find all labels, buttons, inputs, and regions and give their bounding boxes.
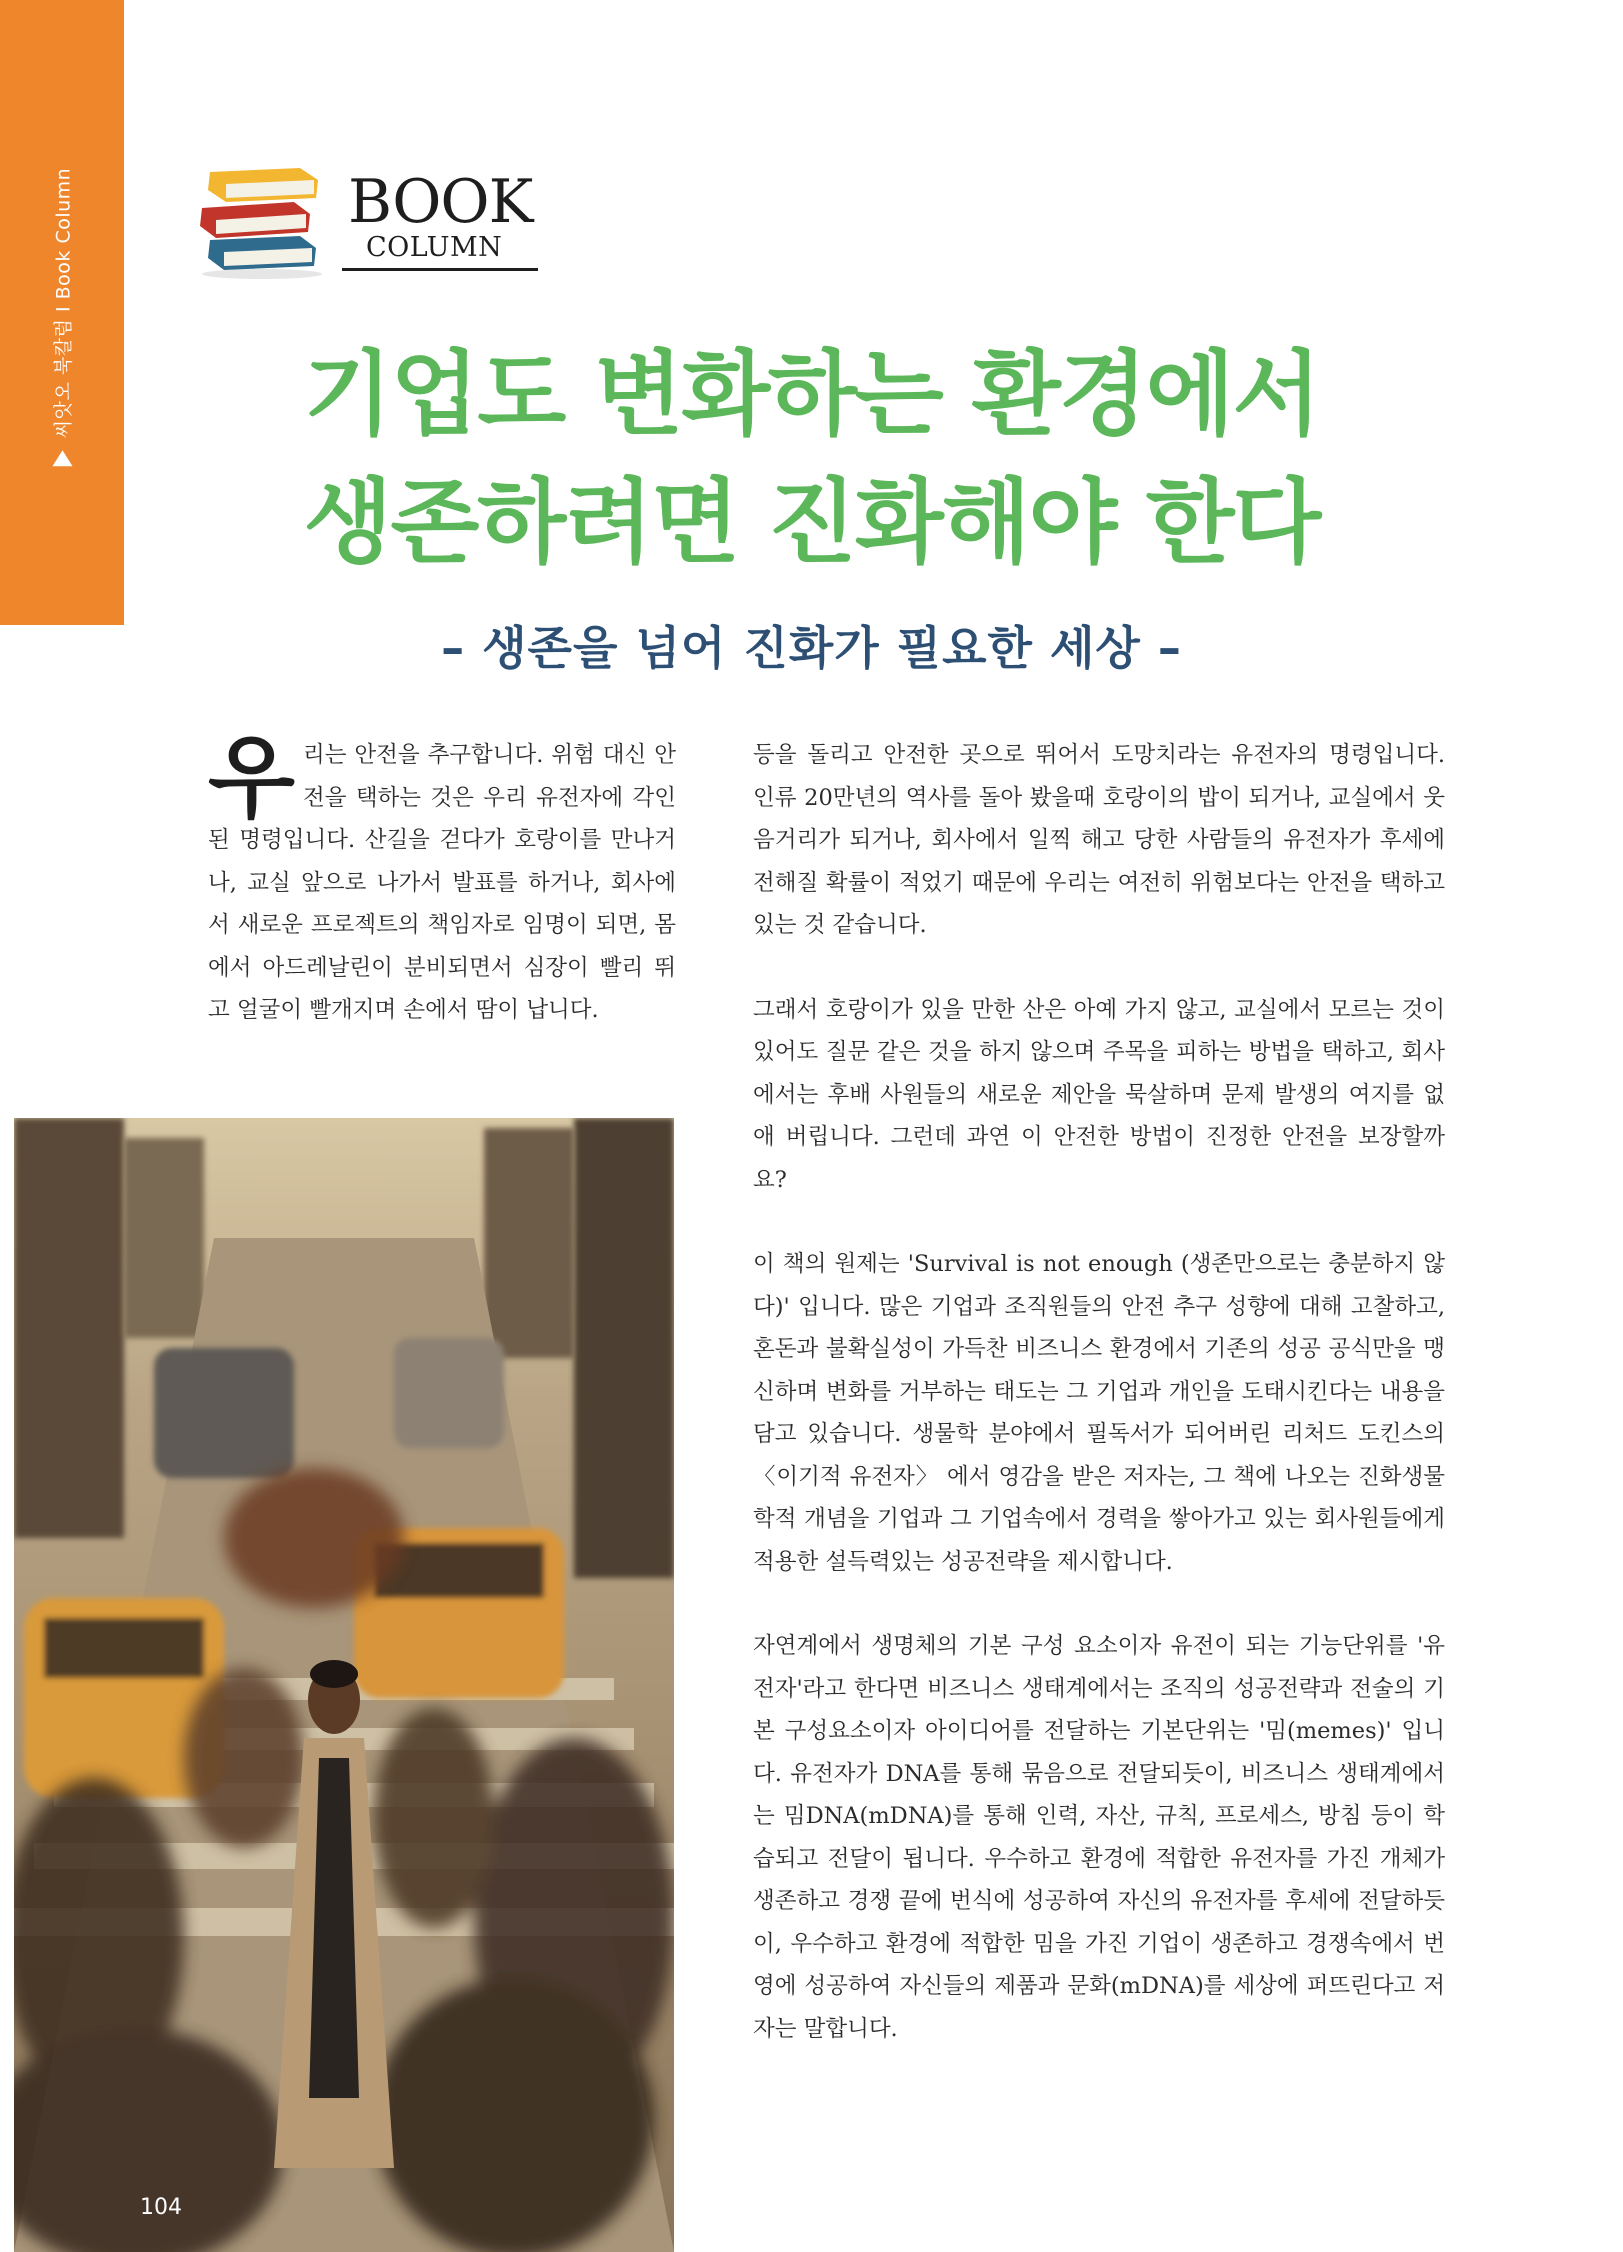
body-paragraph: 등을 돌리고 안전한 곳으로 뛰어서 도망치라는 유전자의 명령입니다. 인류 20만년의 역사를 돌아 봤을때 호랑이의 밥이 되거나, 교실에서 웃음거리가 되거나, 회사에서 일찍 해고 당한 사람들의 유전자가 후세에 전해질 확률이 적었기 때문에 우리는 여전히 위험보다는 안전을 택하고 있는 것 같습니다. bbox=[753, 742, 1445, 938]
column-divider bbox=[342, 268, 538, 271]
intro-paragraph bbox=[208, 725, 676, 1032]
body-paragraph: 그래서 호랑이가 있을 만한 산은 아예 가지 않고, 교실에서 모르는 것이 있어도 질문 같은 것을 하지 않으며 주목을 피하는 방법을 택하고, 회사에서는 후배 사원들의 새로운 제안을 묵살하며 문제 발생의 여지를 없애 버립니다. 그런데 과연 이 안전한 방법이 진정한 안전을 보장할까요? bbox=[753, 996, 1445, 1193]
mountain-icon bbox=[52, 450, 72, 466]
headline-line-1: 기업도 변화하는 환경에서 bbox=[303, 341, 1320, 448]
body-column bbox=[753, 734, 1445, 2092]
body-paragraph: 이 책의 원제는 'Survival is not enough (생존만으로는 충분하지 않다)' 입니다. 많은 기업과 조직원들의 안전 추구 성향에 대해 고찰하고, 혼돈과 불확실성이 가득찬 비즈니스 환경에서 기존의 성공 공식만을 맹신하며 변화를 거부하는 태도는 그 기업과 개인을 도태시킨다는 내용을 담고 있습니다. 생물학 분야에서 필독서가 되어버린 리처드 도킨스의 〈이기적 유전자〉 에서 영감을 받은 저자는, 그 책에 나오는 진화생물학적 개념을 기업과 그 기업속에서 경력을 쌓아가고 있는 회사원들에게 적용한 설득력있는 성공전략을 제시합니다. bbox=[753, 1251, 1445, 1575]
column-title: BOOK bbox=[348, 167, 533, 237]
headline-line-2: 생존하려면 진화해야 한다 bbox=[303, 469, 1320, 576]
body-paragraph: 자연계에서 생명체의 기본 구성 요소이자 유전이 되는 기능단위를 '유전자'라고 한다면 비즈니스 생태계에서는 조직의 성공전략과 전술의 기본 구성요소이자 아이디어를 전달하는 기본단위는 '밈(memes)' 입니다. 유전자가 DNA를 통해 묶음으로 전달되듯이, 비즈니스 생태계에서는 밈DNA(mDNA)를 통해 인력, 자산, 규칙, 프로세스, 방침 등이 학습되고 전달이 됩니다. 우수하고 환경에 적합한 유전자를 가진 개체가 생존하고 경쟁 끝에 번식에 성공하여 자신의 유전자를 후세에 전달하듯이, 우수하고 환경에 적합한 밈을 가진 기업이 생존하고 경쟁속에서 번영에 성공하여 자신들의 제품과 문화(mDNA)를 세상에 퍼뜨린다고 저자는 말합니다. bbox=[753, 1633, 1445, 2042]
intro-text: 리는 안전을 추구합니다. 위험 대신 안전을 택하는 것은 우리 유전자에 각인된 명령입니다. 산길을 걷다가 호랑이를 만나거나, 교실 앞으로 나가서 발표를 하거나, 회사에서 새로운 프로젝트의 책임자로 임명이 되면, 몸에서 아드레날린이 분비되면서 심장이 빨리 뛰고 얼굴이 빨개지며 손에서 땀이 납니다. bbox=[208, 742, 676, 1023]
column-subtitle: COLUMN bbox=[366, 232, 503, 263]
drop-cap: 우 bbox=[208, 725, 295, 831]
subheadline: – 생존을 넘어 진화가 필요한 세상 – bbox=[441, 621, 1182, 675]
street-crowd-photo bbox=[14, 1118, 674, 2252]
books-icon bbox=[196, 162, 326, 280]
section-label-text: 씨앗오 북칼럼 I Book Column bbox=[52, 167, 75, 439]
page-number: 104 bbox=[140, 2195, 182, 2220]
